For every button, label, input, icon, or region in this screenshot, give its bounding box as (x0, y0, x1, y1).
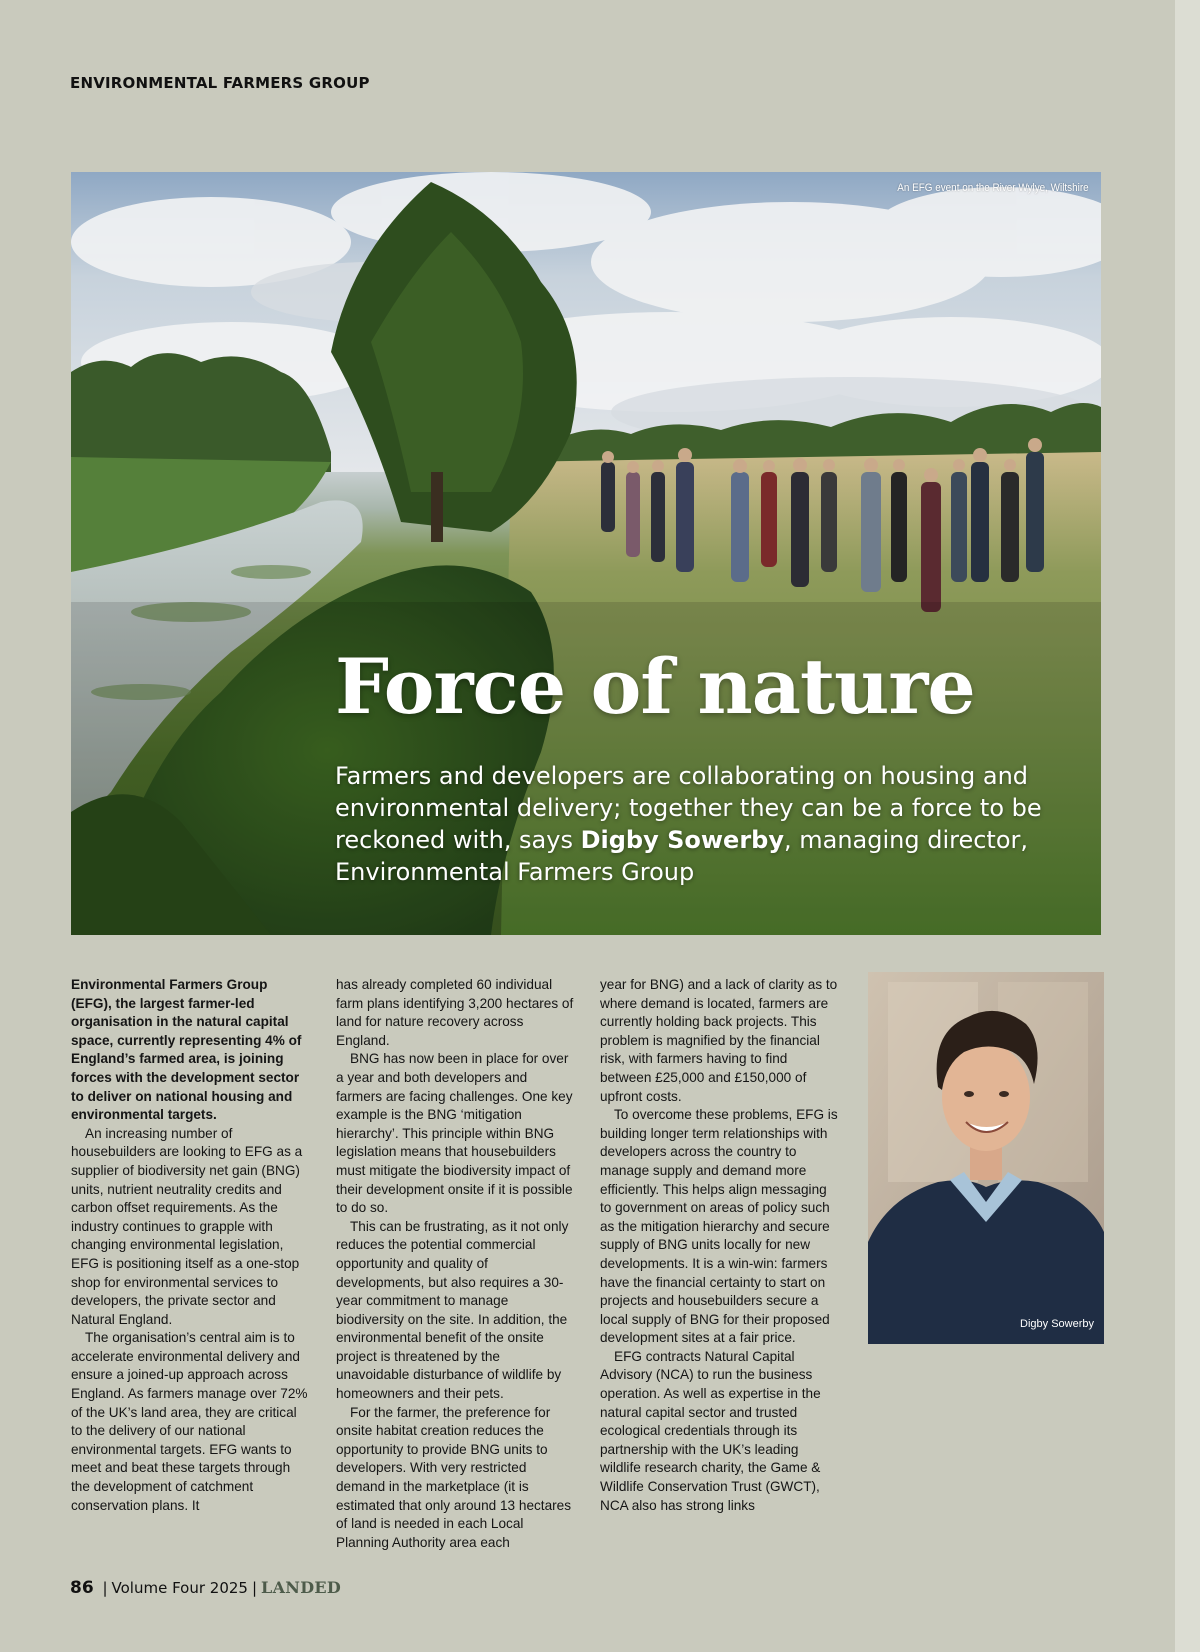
standfirst-text: Farmers and developers are collaborating on housing and environmental delivery; together they can be a force to be reckoned with, says (335, 762, 1042, 854)
article-column-3 (600, 976, 838, 1515)
article-paragraph: To overcome these problems, EFG is building longer term relationships with developers across the country to manage supply and demand more efficiently. This helps align messaging to government on areas of policy such as the mitigation hierarchy and secure supply of BNG units locally for new developments. It is a win-win: farmers have the financial certainty to start on projects and housebuilders secure a local supply of BNG for their proposed development sites at a fair price. (600, 1107, 838, 1346)
portrait-photo (868, 972, 1104, 1344)
article-paragraph: EFG contracts Natural Capital Advisory (NCA) to run the business operation. As well as expertise in the natural capital sector and trusted ecological credentials through its partnership with the UK’s leading wildlife research charity, the Game & Wildlife Conservation Trust (GWCT), NCA also has strong links (600, 1348, 821, 1513)
article-paragraph: This can be frustrating, as it not only reduces the potential commercial opportunity and quality of developments, but also requires a 30-year commitment to manage biodiversity on the site. In addition, the environmental benefit of the onsite project is threatened by the unavoidable disturbance of wildlife by homeowners and their pets. (336, 1218, 569, 1402)
page-number: 86 (70, 1578, 94, 1598)
page-edge-strip (1175, 0, 1200, 1652)
article-paragraph: has already completed 60 individual farm plans identifying 3,200 hectares of land for nature recovery across England. (336, 977, 574, 1048)
standfirst (335, 760, 1075, 888)
article-paragraph: For the farmer, the preference for onsite habitat creation reduces the opportunity to provide BNG units to developers. With very restricted demand in the marketplace (it is estimated that only around 13 hectares of land is needed in each Local Planning Authority area each (336, 1404, 572, 1550)
section-label: ENVIRONMENTAL FARMERS GROUP (70, 74, 370, 92)
article-paragraph: The organisation’s central aim is to accelerate environmental delivery and ensure a joined-up approach across England. As farmers manage over 72% of the UK’s land area, they are critical to the delivery of our national environmental targets. EFG wants to meet and beat these targets through the development of catchment conservation plans. It (71, 1330, 308, 1513)
issue-label: Volume Four 2025 (111, 1579, 248, 1597)
article-paragraph: year for BNG) and a lack of clarity as to where demand is located, farmers are currently holding back projects. This problem is magnified by the financial risk, with farmers having to find between £25,000 and £150,000 of upfront costs. (600, 977, 838, 1104)
standfirst-text-end: , managing director, Environmental Farmers Group (335, 826, 1029, 886)
article-lead: Environmental Farmers Group (EFG), the largest farmer-led organisation in the natural capital space, currently representing 4% of England’s farmed area, is joining forces with the development sector to deliver on national housing and environmental targets. (71, 977, 302, 1123)
article-column-2 (336, 976, 574, 1552)
headline: Force of nature (335, 642, 975, 731)
article-column-1 (71, 976, 309, 1515)
author-name: Digby Sowerby (580, 826, 784, 854)
magazine-brand: LANDED (261, 1578, 342, 1597)
portrait-caption: Digby Sowerby (1020, 1318, 1094, 1330)
photo-caption: An EFG event on the River Wylye, Wiltshire (897, 182, 1089, 194)
article-paragraph: BNG has now been in place for over a year and both developers and farmers are facing challenges. One key example is the BNG ‘mitigation hierarchy’. This principle within BNG legislation means that housebuilders must mitigate the biodiversity impact of their development onsite if it is possible to do so. (336, 1051, 573, 1216)
hero-photo (71, 172, 1101, 935)
article-paragraph: An increasing number of housebuilders are looking to EFG as a supplier of biodiversity net gain (BNG) units, nutrient neutrality credits and carbon offset requirements. As the industry continues to grapple with changing environmental legislation, EFG is positioning itself as a one-stop shop for environmental services to developers, the private sector and Natural England. (71, 1125, 303, 1327)
portrait (868, 972, 1104, 1344)
page-footer (70, 1578, 341, 1598)
footer-separator: | (251, 1579, 258, 1597)
footer-separator: | (102, 1579, 108, 1597)
